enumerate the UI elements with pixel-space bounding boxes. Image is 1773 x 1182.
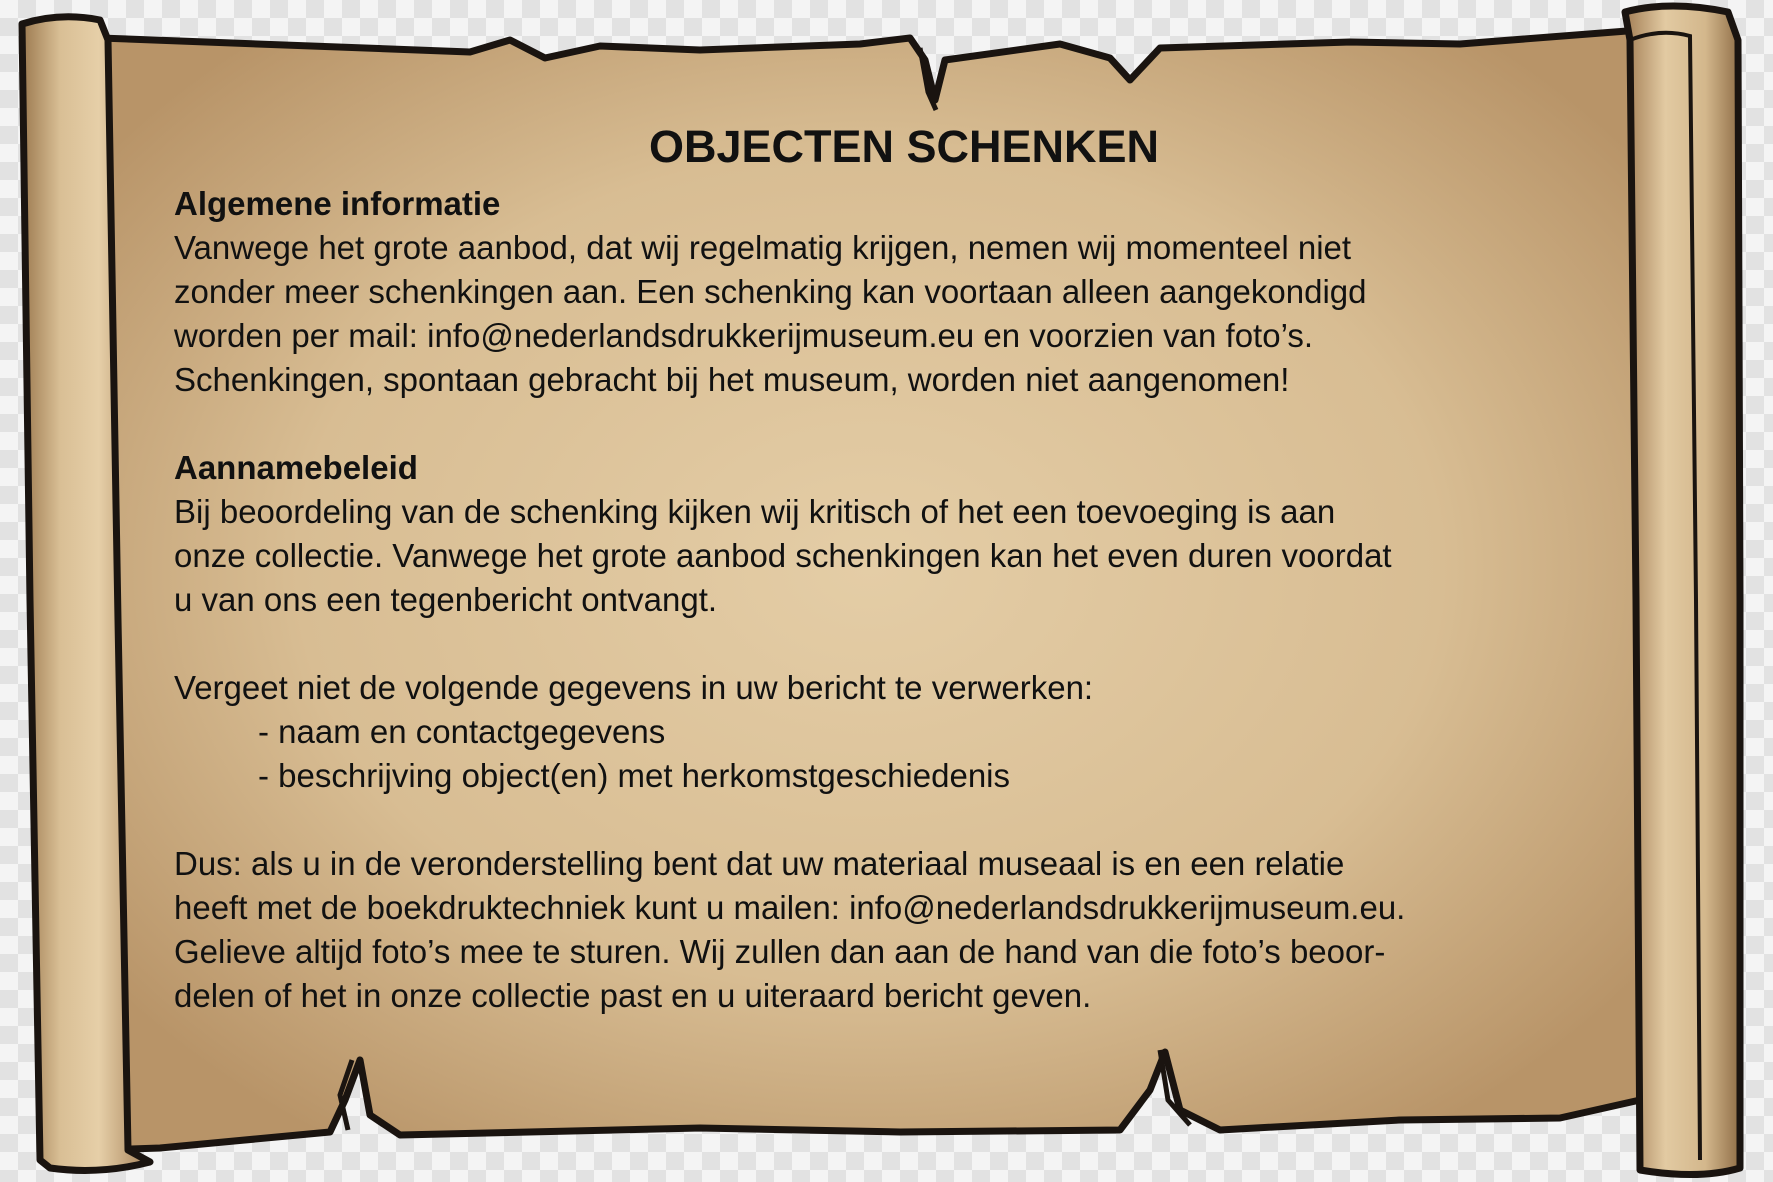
page-title: OBJECTEN SCHENKEN (648, 121, 1160, 172)
scroll-text (174, 112, 1594, 1018)
general-line: worden per mail: info@nederlandsdrukkerijmuseum.eu en voorzien van foto’s. (174, 317, 1313, 354)
list-item: - beschrijving object(en) met herkomstgeschiedenis (258, 757, 1011, 794)
policy-line: Bij beoordeling van de schenking kijken wij kritisch of het een toevoeging is aan (174, 493, 1336, 530)
policy-line: onze collectie. Vanwege het grote aanbod schenkingen kan het even duren voordat (174, 537, 1392, 574)
policy-line: u van ons een tegenbericht ontvangt. (174, 581, 718, 618)
right-scroll-roll (1625, 6, 1740, 1175)
conclusion-line: Dus: als u in de veronderstelling bent dat uw materiaal museaal is en een relatie (174, 845, 1345, 882)
general-line: zonder meer schenkingen aan. Een schenking kan voortaan alleen aangekondigd (174, 273, 1367, 310)
list-item: - naam en contactgegevens (258, 713, 666, 750)
spacer (174, 798, 1594, 842)
spacer (174, 402, 1594, 446)
section-heading-general: Algemene informatie (174, 185, 501, 222)
section-heading-policy: Aannamebeleid (174, 449, 418, 486)
general-line: Vanwege het grote aanbod, dat wij regelmatig krijgen, nemen wij momenteel niet (174, 229, 1352, 266)
conclusion-line: Gelieve altijd foto’s mee te sturen. Wij zullen dan aan de hand van die foto’s beoor- (174, 933, 1386, 970)
conclusion-line: heeft met de boekdruktechniek kunt u mailen: info@nederlandsdrukkerijmuseum.eu. (174, 889, 1406, 926)
general-line: Schenkingen, spontaan gebracht bij het museum, worden niet aangenomen! (174, 361, 1290, 398)
spacer (174, 622, 1594, 666)
conclusion-line: delen of het in onze collectie past en u uiteraard bericht geven. (174, 977, 1092, 1014)
remember-intro: Vergeet niet de volgende gegevens in uw bericht te verwerken: (174, 669, 1094, 706)
